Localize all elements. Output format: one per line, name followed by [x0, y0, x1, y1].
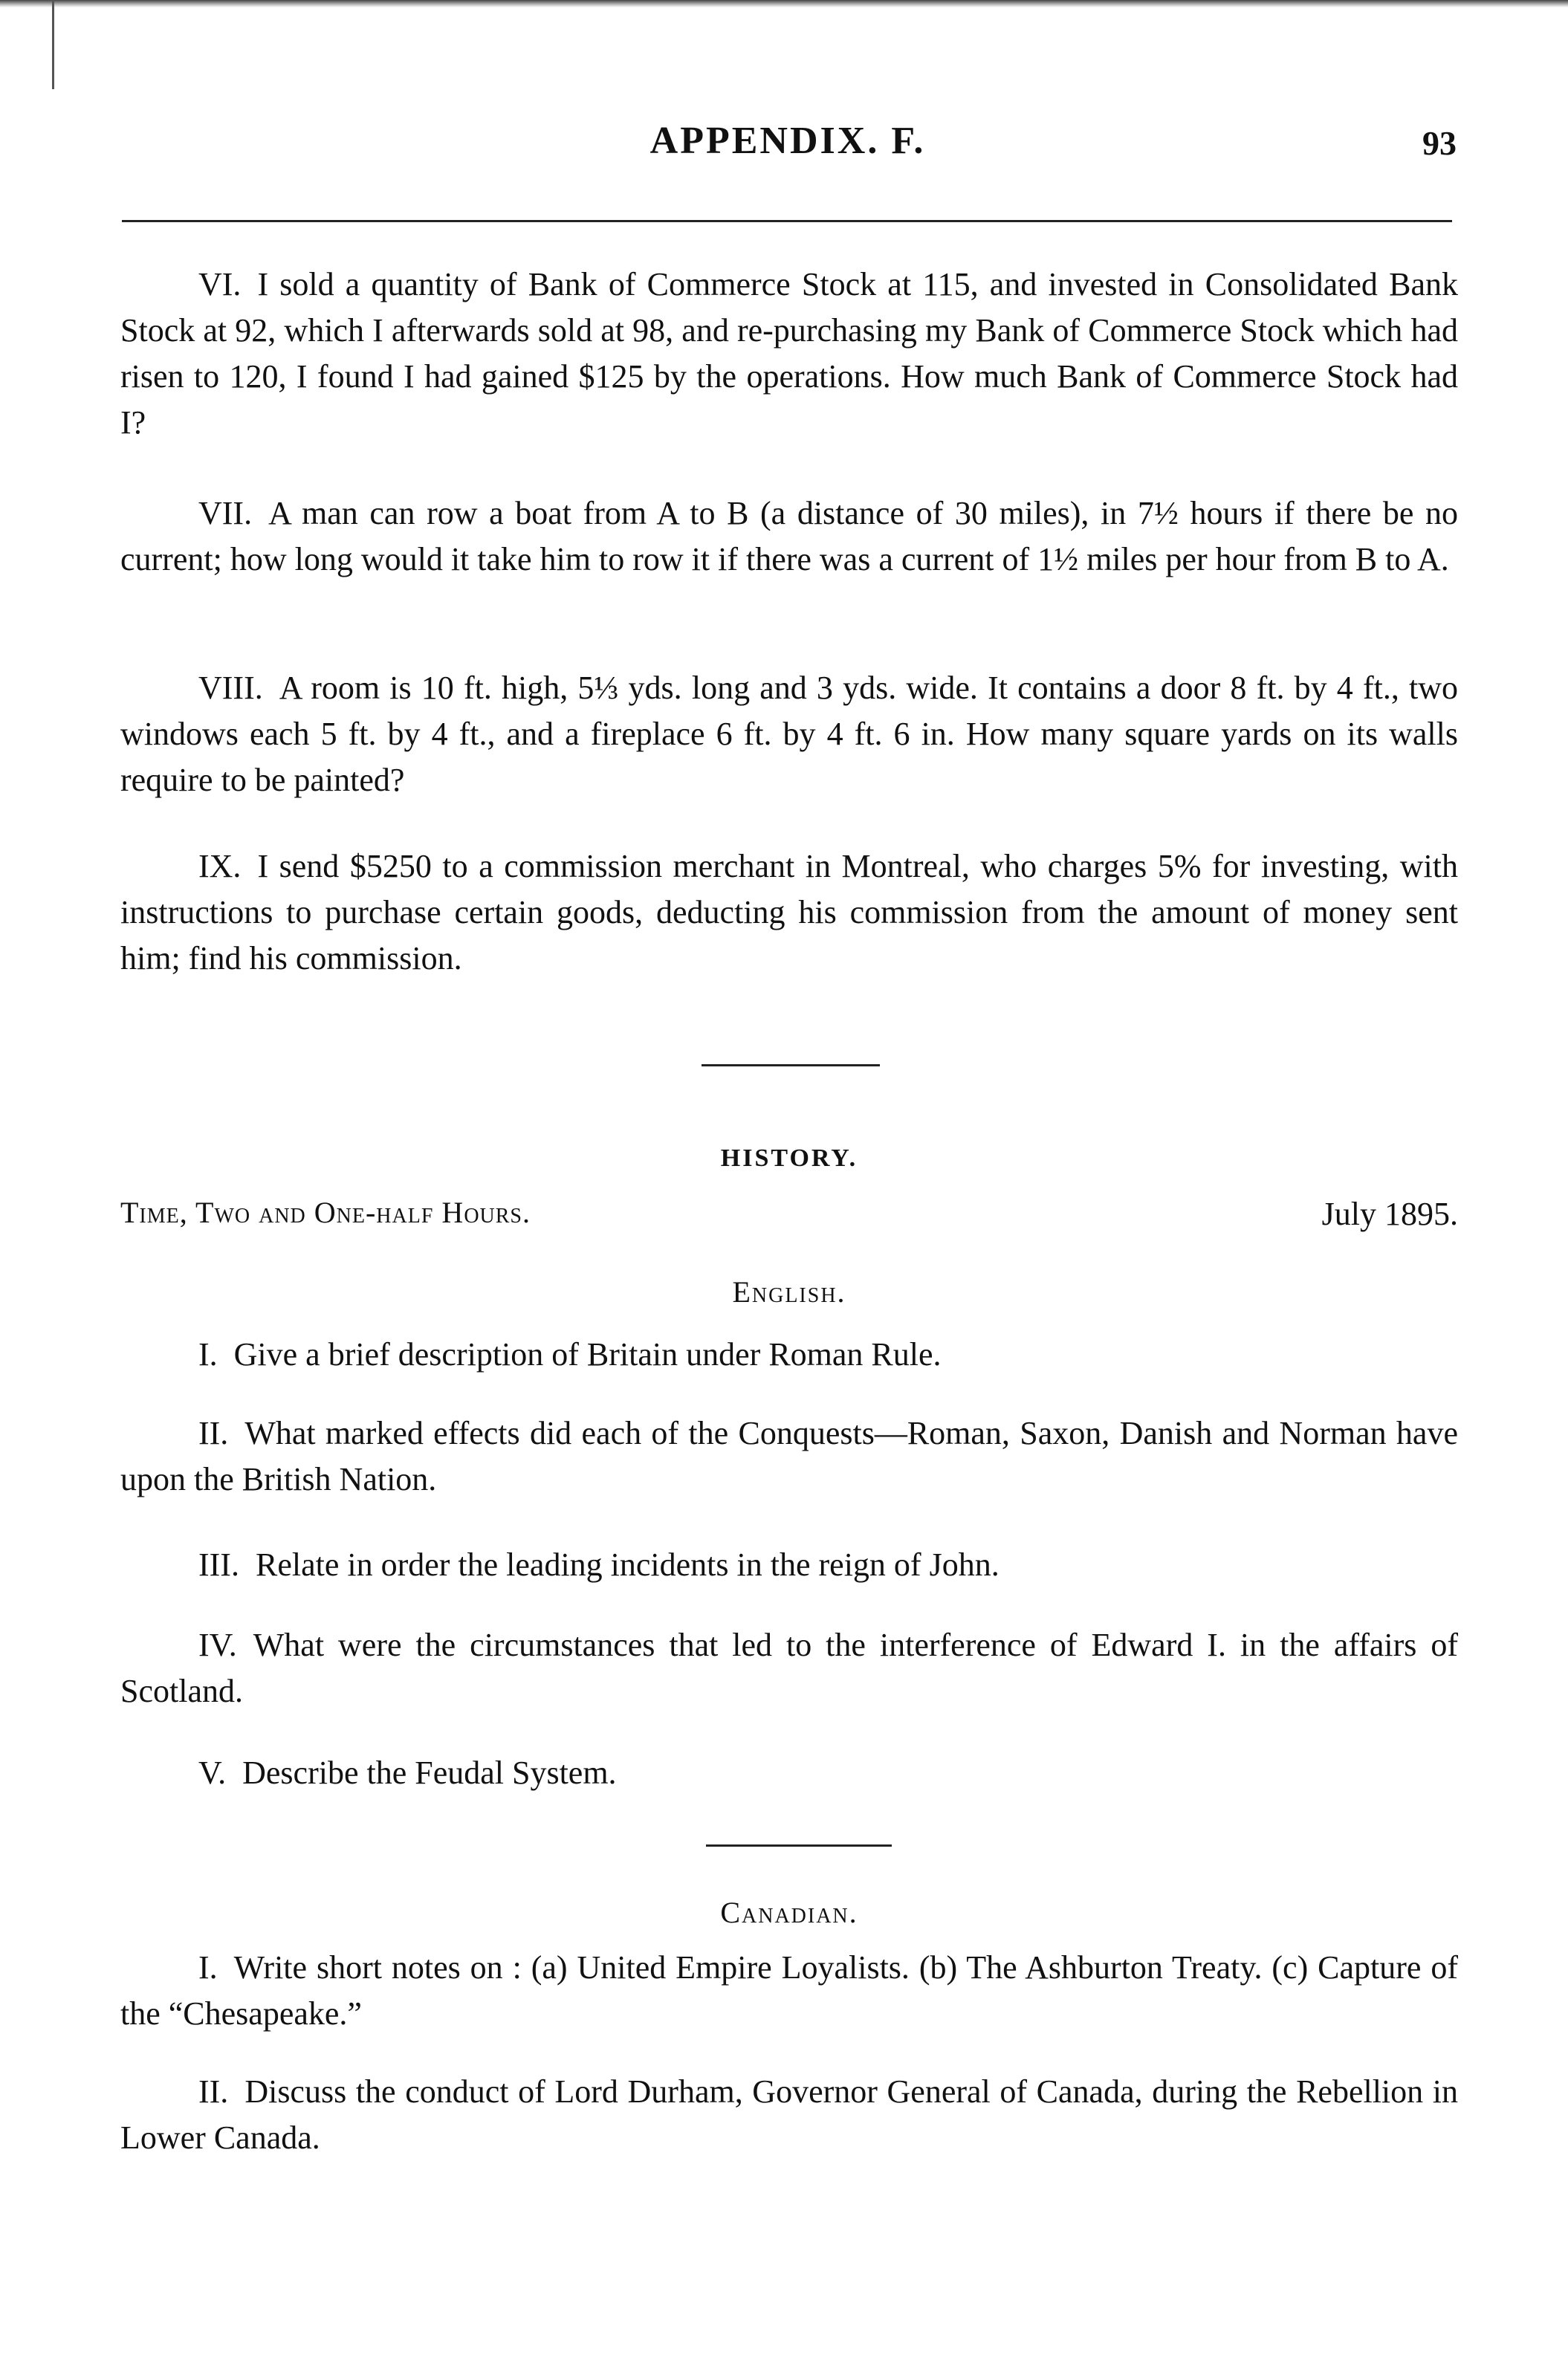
section-divider: [706, 1844, 892, 1847]
exam-info-line: [120, 1195, 1458, 1240]
question-text: A room is 10 ft. high, 5⅓ yds. long and 3 yds. wide. It contains a door 8 ft. by 4 ft., two windows each 5 ft. by 4 ft., and a fireplace 6 ft. by 4 ft. 6 in. How many square yards on its walls require to be painted?: [120, 670, 1458, 798]
question-ix: [120, 843, 1458, 982]
question-text: A man can row a boat from A to B (a distance of 30 miles), in 7½ hours if there be no current; how long would it take him to row it if there was a current of 1½ miles per hour from B to A.: [120, 495, 1458, 577]
question-text: What were the circumstances that led to the interference of Edward I. in the affairs of Scotland.: [120, 1627, 1458, 1709]
question-text: Relate in order the leading incidents in the reign of John.: [255, 1546, 1000, 1583]
page-number: 93: [1422, 124, 1457, 162]
question-text: I send $5250 to a commission merchant in Montreal, who charges 5% for investing, with instructions to purchase certain goods, deducting his commission from the amount of money sent him; find his commission.: [120, 848, 1458, 976]
question-number: III.: [198, 1546, 239, 1583]
scan-edge-top: [0, 0, 1568, 7]
exam-date: July 1895.: [1321, 1196, 1458, 1232]
question-number: II.: [198, 1415, 229, 1451]
section-title-history: HISTORY.: [720, 1144, 858, 1172]
canadian-question-i: [120, 1945, 1458, 2037]
english-question-iv: [120, 1622, 1458, 1714]
question-number: I.: [198, 1336, 218, 1373]
english-question-ii: [120, 1410, 1458, 1503]
exam-duration: Time, Two and One-half Hours.: [120, 1196, 531, 1229]
english-question-i: [120, 1332, 1458, 1378]
sub-heading-canadian: Canadian.: [720, 1896, 858, 1929]
header-rule: [122, 220, 1452, 222]
question-number: V.: [198, 1755, 227, 1791]
question-number: VII.: [198, 495, 253, 531]
question-vii: [120, 490, 1458, 583]
question-number: I.: [198, 1949, 218, 1986]
running-head: [119, 119, 1457, 171]
sub-heading-english: English.: [732, 1275, 846, 1309]
question-text: Write short notes on : (a) United Empire Loyalists. (b) The Ashburton Treaty. (c) Capture of the “Chesapeake.”: [120, 1949, 1458, 2032]
question-text: What marked effects did each of the Conquests—Roman, Saxon, Danish and Norman have upon the British Nation.: [120, 1415, 1458, 1497]
question-vi: [120, 262, 1458, 446]
english-question-iii: [120, 1542, 1458, 1588]
english-question-v: [120, 1750, 1458, 1796]
question-viii: [120, 665, 1458, 803]
question-text: Discuss the conduct of Lord Durham, Governor General of Canada, during the Rebellion in Lower Canada.: [120, 2073, 1458, 2156]
question-number: II.: [198, 2073, 229, 2110]
scan-edge-left: [52, 0, 54, 89]
question-number: IX.: [198, 848, 242, 884]
question-number: IV.: [198, 1627, 237, 1663]
section-divider: [702, 1064, 880, 1066]
question-number: VIII.: [198, 670, 263, 706]
question-text: Describe the Feudal System.: [242, 1755, 617, 1791]
page-title: APPENDIX. F.: [649, 120, 926, 162]
canadian-question-ii: [120, 2069, 1458, 2161]
question-number: VI.: [198, 266, 242, 302]
question-text: I sold a quantity of Bank of Commerce Stock at 115, and invested in Consolidated Bank Stock at 92, which I afterwards sold at 98, and re-purchasing my Bank of Commerce Stock which had risen to 120, I found I had gained $125 by the operations. How much Bank of Commerce Stock had I?: [120, 266, 1458, 441]
question-text: Give a brief description of Britain under Roman Rule.: [233, 1336, 942, 1373]
